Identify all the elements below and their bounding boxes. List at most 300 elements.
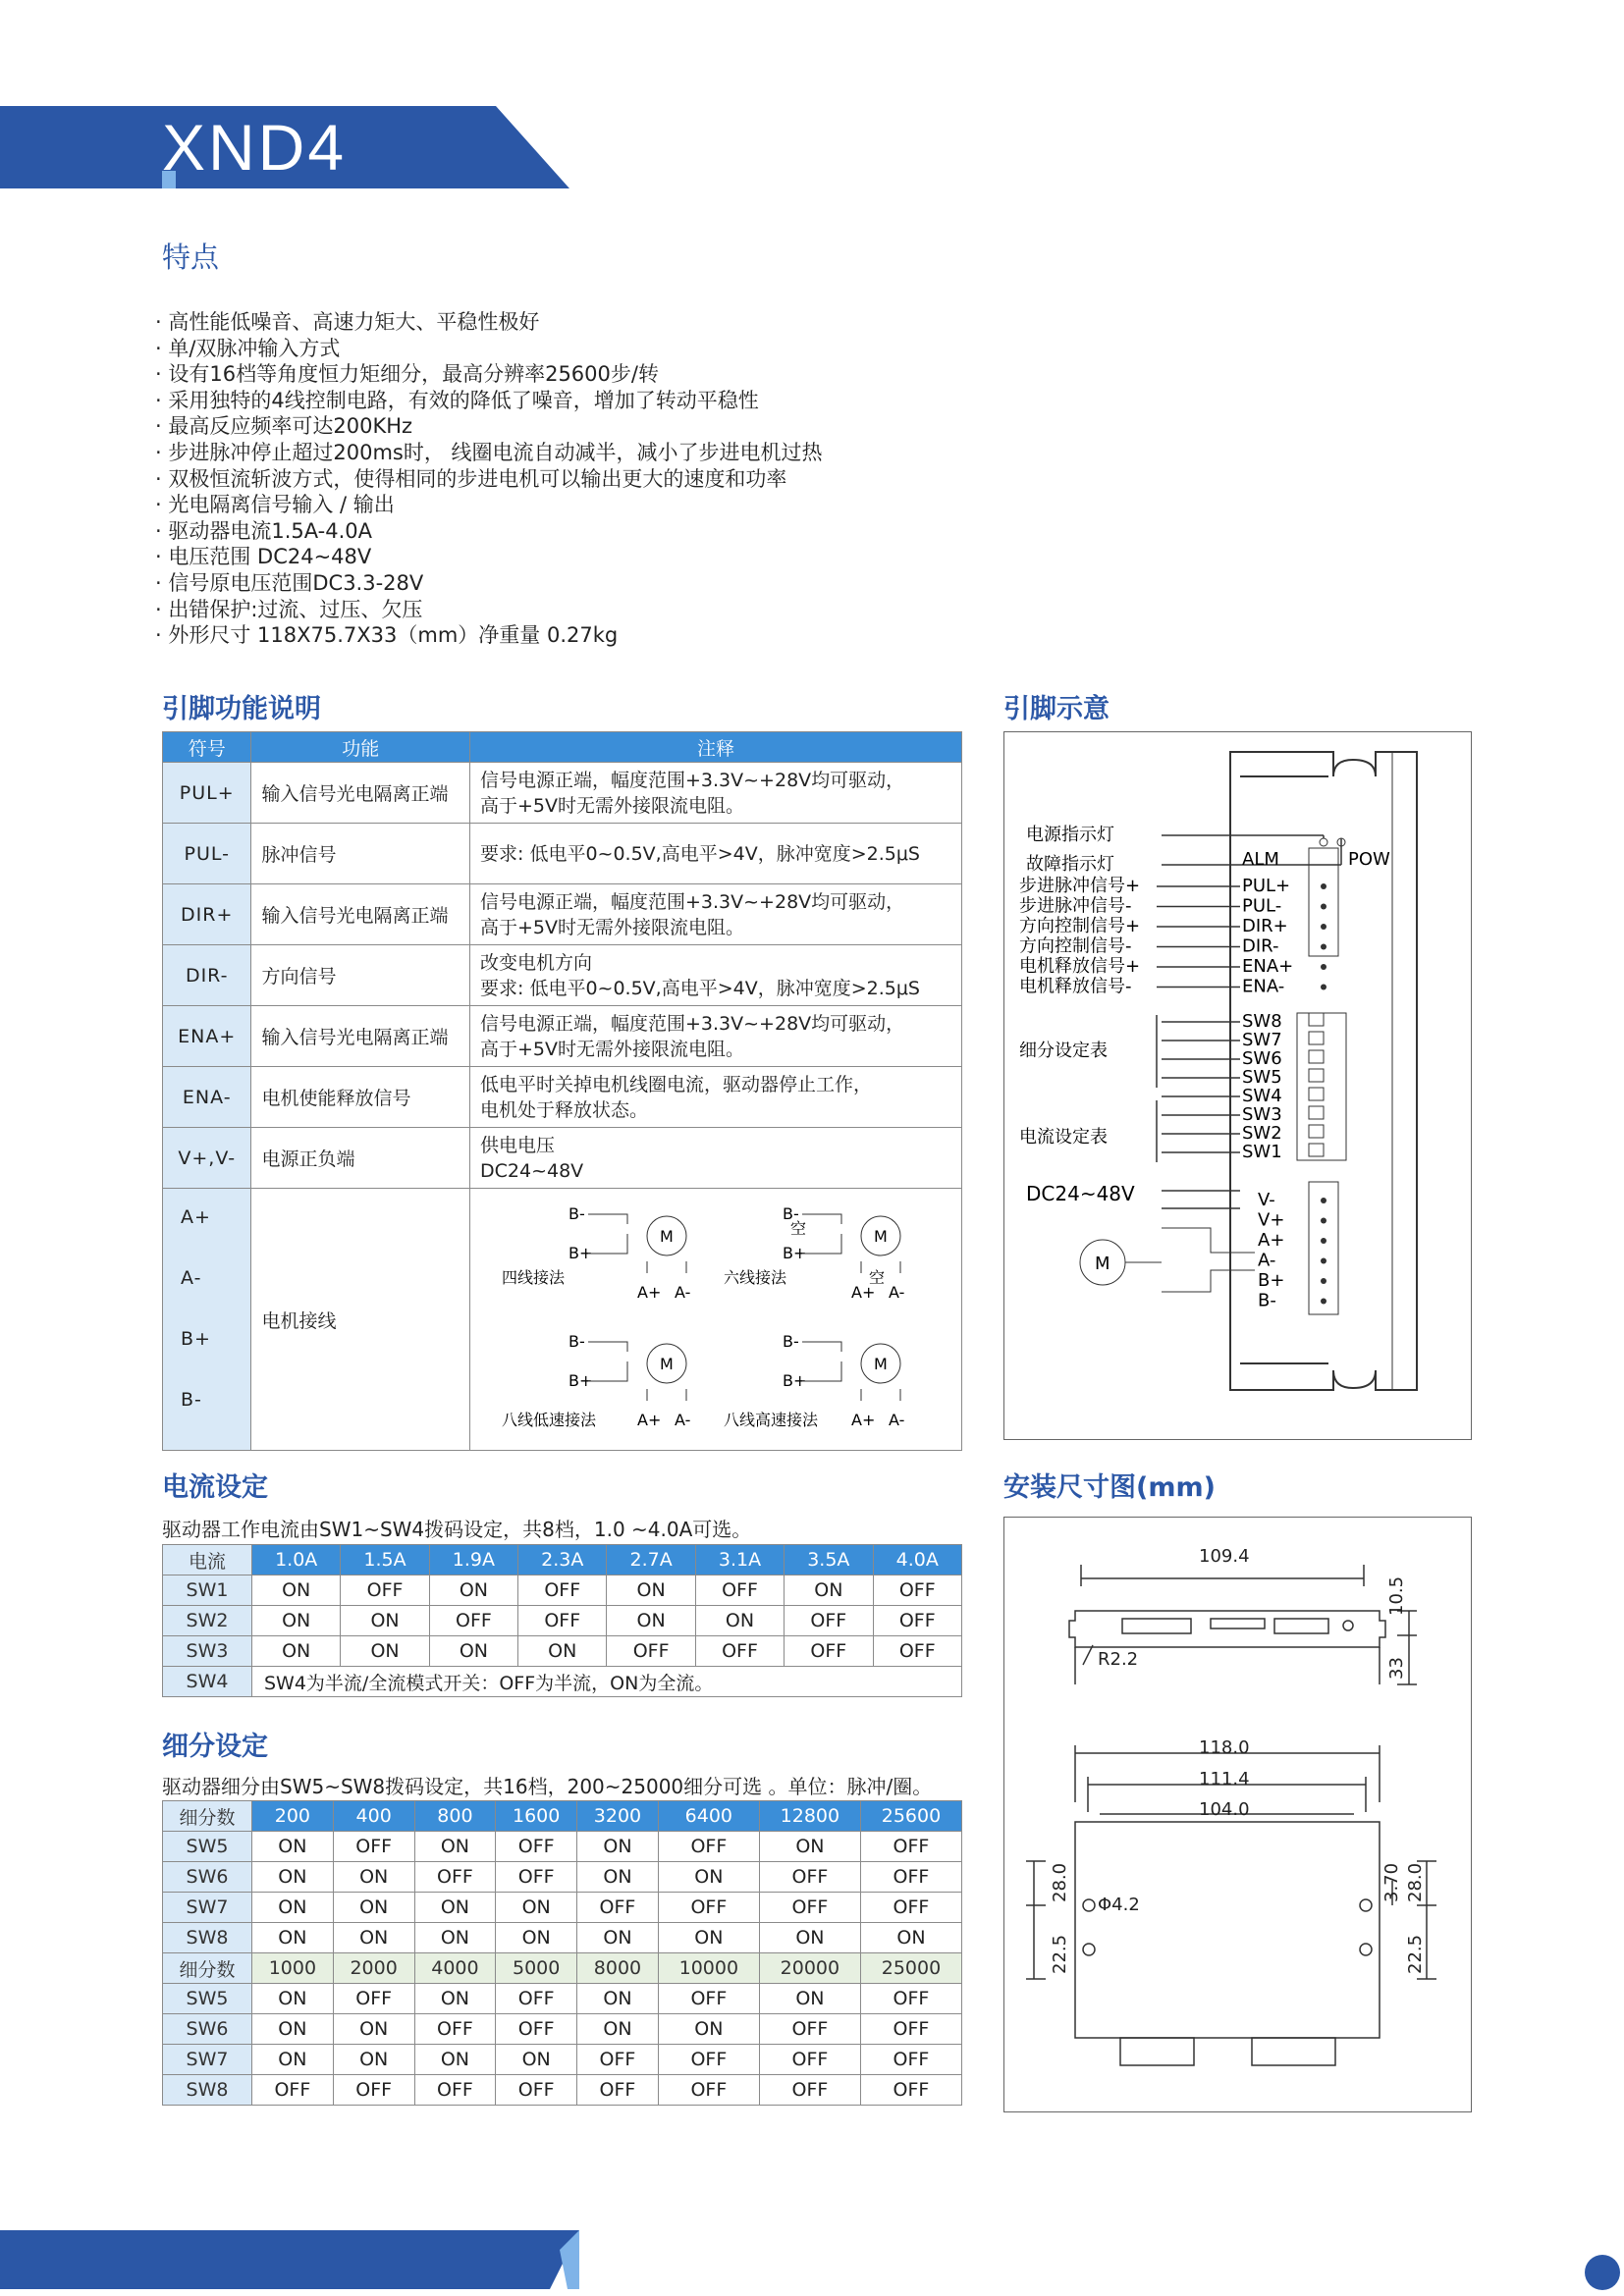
footer-dot <box>1581 2253 1624 2292</box>
microstep-value: 2000 <box>333 1953 414 1984</box>
switch-state: ON <box>759 1984 860 2014</box>
current-value: 3.1A <box>695 1545 784 1575</box>
switch-state: ON <box>607 1575 695 1606</box>
switch-state: OFF <box>860 2045 961 2075</box>
switch-name: SW6 <box>163 1862 252 1893</box>
pin-note <box>470 945 962 1006</box>
switch-state: ON <box>252 1984 334 2014</box>
led-fault-label: 故障指示灯 <box>1026 854 1114 875</box>
switch-state: ON <box>341 1606 429 1636</box>
switch-label: SW6 <box>1242 1048 1282 1069</box>
dim-top-h2: 33 <box>1386 1657 1407 1680</box>
switch-state: ON <box>333 2014 414 2045</box>
microstep-value: 1600 <box>496 1801 577 1832</box>
pin-function: 输入信号光电隔离正端 <box>251 1006 470 1067</box>
wire-label-b-plus: B+ <box>783 1370 807 1390</box>
power-pin-label: B- <box>1258 1290 1276 1311</box>
feature-item: · 光电隔离信号输入 / 输出 <box>155 492 823 518</box>
table-row <box>163 824 962 884</box>
switch-state: OFF <box>341 1575 429 1606</box>
switch-state: ON <box>496 1893 577 1923</box>
switch-state: ON <box>785 1575 873 1606</box>
dim-left-28: 28.0 <box>1050 1862 1070 1902</box>
table-row <box>163 1893 962 1923</box>
features-title: 特点 <box>162 240 220 274</box>
signal-label: 步进脉冲信号- <box>1019 895 1132 917</box>
table-row <box>163 2045 962 2075</box>
switch-label: SW7 <box>1242 1030 1282 1050</box>
signal-pin: ENA+ <box>1242 956 1294 977</box>
microstep-value: 200 <box>252 1801 334 1832</box>
switch-state: OFF <box>658 1984 759 2014</box>
pin-note-line1: 信号电源正端，幅度范围+3.3V~+28V均可驱动， <box>480 1012 905 1035</box>
switch-state: ON <box>577 1984 659 2014</box>
wire-label-b-plus: B+ <box>568 1243 593 1262</box>
wiring-name: 六线接法 <box>724 1267 787 1287</box>
switch-state: OFF <box>518 1606 607 1636</box>
current-value: 2.7A <box>607 1545 695 1575</box>
switch-state: ON <box>252 1606 341 1636</box>
pin-diagram <box>1004 732 1471 1439</box>
switch-label: SW4 <box>1242 1086 1282 1106</box>
switch-state: ON <box>518 1636 607 1667</box>
wiring-name: 四线接法 <box>502 1267 566 1287</box>
switch-state: ON <box>252 1862 334 1893</box>
power-pin-label: A+ <box>1258 1230 1285 1251</box>
table-row <box>163 1667 962 1697</box>
switch-state: ON <box>496 2045 577 2075</box>
switch-state: OFF <box>518 1575 607 1606</box>
wire-label-b-minus: B- <box>783 1331 799 1351</box>
switch-state: ON <box>333 2045 414 2075</box>
microstep-value: 1000 <box>252 1953 334 1984</box>
current-value: 1.9A <box>429 1545 517 1575</box>
table-row <box>163 1832 962 1862</box>
switch-state: ON <box>860 1923 961 1953</box>
switch-state: OFF <box>607 1636 695 1667</box>
pin-note-line2: 高于+5V时无需外接限流电阻。 <box>480 1038 745 1060</box>
pin-table-title: 引脚功能说明 <box>162 694 321 724</box>
wiring-name: 八线高速接法 <box>724 1410 819 1429</box>
wire-label-a-plus: A+ <box>637 1282 662 1302</box>
microstep-value: 20000 <box>759 1953 860 1984</box>
switch-name: SW2 <box>163 1606 252 1636</box>
switch-state: ON <box>252 2014 334 2045</box>
pin-function: 输入信号光电隔离正端 <box>251 884 470 945</box>
current-value: 3.5A <box>785 1545 873 1575</box>
pin-note-line2: DC24~48V <box>480 1159 584 1182</box>
switch-state: ON <box>252 2045 334 2075</box>
pin-symbol: ENA+ <box>163 1006 251 1067</box>
power-pin-label: B+ <box>1258 1270 1285 1291</box>
switch-state: OFF <box>759 1862 860 1893</box>
signal-label: 方向控制信号+ <box>1019 916 1141 936</box>
switch-name: SW6 <box>163 2014 252 2045</box>
wire-label-a-plus: A+ <box>637 1410 662 1429</box>
switch-state: ON <box>333 1862 414 1893</box>
wire-label-b-plus: B+ <box>783 1243 807 1262</box>
microstep-value: 5000 <box>496 1953 577 1984</box>
microstep-value: 6400 <box>658 1801 759 1832</box>
microstep-table <box>162 1800 962 2106</box>
pin-symbol: V+,V- <box>163 1128 251 1189</box>
table-row <box>163 1067 962 1128</box>
features-list <box>155 309 823 649</box>
pin-symbol: DIR+ <box>163 884 251 945</box>
current-value: 1.5A <box>341 1545 429 1575</box>
switch-name: SW7 <box>163 1893 252 1923</box>
signal-label: 方向控制信号- <box>1019 935 1132 957</box>
switch-name: SW5 <box>163 1832 252 1862</box>
feature-item: · 出错保护:过流、过压、欠压 <box>155 597 823 623</box>
switch-state: OFF <box>658 1893 759 1923</box>
signal-label: 电机释放信号+ <box>1019 956 1141 977</box>
dim-right-22: 22.5 <box>1405 1934 1426 1974</box>
pin-note-line2: 要求: 低电平0~0.5V,高电平>4V，脉冲宽度>2.5μS <box>480 977 920 999</box>
feature-item: · 最高反应频率可达200KHz <box>155 413 823 440</box>
switch-state: OFF <box>414 1862 496 1893</box>
switch-state: ON <box>658 2014 759 2045</box>
feature-item: · 外形尺寸 118X75.7X33（mm）净重量 0.27kg <box>155 622 823 649</box>
switch-state: OFF <box>496 2075 577 2106</box>
switch-state: OFF <box>658 2045 759 2075</box>
pin-function-table <box>162 731 962 1451</box>
switch-state: OFF <box>860 1862 961 1893</box>
power-pin-label: A- <box>1258 1250 1276 1271</box>
switch-state: OFF <box>860 1893 961 1923</box>
microstep-title: 细分设定 <box>162 1732 268 1762</box>
switch-state: ON <box>496 1923 577 1953</box>
motor-symbol-icon: M <box>660 1354 674 1373</box>
pin-note <box>470 1067 962 1128</box>
switch-state: ON <box>252 1575 341 1606</box>
feature-item: · 双极恒流斩波方式，使得相同的步进电机可以输出更大的速度和功率 <box>155 466 823 493</box>
motor-symbol-icon: M <box>874 1226 888 1246</box>
switch-state: OFF <box>873 1636 961 1667</box>
wire-label-b-plus: B+ <box>568 1370 593 1390</box>
sw4-note: SW4为半流/全流模式开关：OFF为半流，ON为全流。 <box>252 1667 962 1697</box>
switch-state: ON <box>414 2045 496 2075</box>
switch-state: OFF <box>496 1832 577 1862</box>
wire-label-empty: 空 <box>790 1218 807 1238</box>
microstep-value: 4000 <box>414 1953 496 1984</box>
feature-item: · 驱动器电流1.5A-4.0A <box>155 518 823 545</box>
motor-wiring-diagrams <box>470 1189 962 1451</box>
switch-name: SW4 <box>163 1667 252 1697</box>
motor-symbol-icon: M <box>874 1354 888 1373</box>
signal-pin: PUL- <box>1242 895 1282 917</box>
pin-note <box>470 1128 962 1189</box>
pin-diagram-box <box>1003 731 1472 1440</box>
switch-state: ON <box>341 1636 429 1667</box>
dim-left-22: 22.5 <box>1050 1934 1070 1974</box>
switch-state: ON <box>414 1984 496 2014</box>
pin-function: 脉冲信号 <box>251 824 470 884</box>
switch-state: ON <box>607 1606 695 1636</box>
switch-state: ON <box>695 1606 784 1636</box>
pin-note <box>470 884 962 945</box>
power-voltage-label: DC24~48V <box>1026 1182 1135 1205</box>
feature-item: · 采用独特的4线控制电路，有效的降低了噪音，增加了转动平稳性 <box>155 388 823 414</box>
switch-label: SW5 <box>1242 1067 1282 1088</box>
col-header-note: 注释 <box>470 732 962 763</box>
wiring-drawings <box>470 1195 961 1440</box>
table-row <box>163 2075 962 2106</box>
pin-symbol: PUL- <box>163 824 251 884</box>
switch-state: OFF <box>759 2075 860 2106</box>
microstep-description: 驱动器细分由SW5~SW8拨码设定，共16档，200~25000细分可选 。单位：脉冲/圈。 <box>162 1775 933 1798</box>
switch-state: OFF <box>414 2014 496 2045</box>
wire-label-empty: 空 <box>869 1267 886 1287</box>
feature-item: · 信号原电压范围DC3.3-28V <box>155 570 823 597</box>
pin-symbol: DIR- <box>163 945 251 1006</box>
pin-note <box>470 1006 962 1067</box>
switch-state: OFF <box>785 1606 873 1636</box>
switch-state: OFF <box>658 1832 759 1862</box>
wire-label-a-minus: A- <box>889 1410 905 1429</box>
wire-label-a-minus: A- <box>675 1282 691 1302</box>
dimensions-title: 安装尺寸图(mm) <box>1003 1472 1216 1503</box>
switch-label: SW2 <box>1242 1123 1282 1144</box>
pow-label: POW <box>1348 849 1390 870</box>
wire-label-b-minus: B- <box>568 1331 585 1351</box>
motor-pin: B- <box>181 1389 202 1411</box>
power-pin-label: V- <box>1258 1190 1275 1210</box>
switch-state: OFF <box>577 1893 659 1923</box>
switch-state: ON <box>759 1923 860 1953</box>
switch-state: ON <box>333 1893 414 1923</box>
switch-state: OFF <box>860 1832 961 1862</box>
microstep-value: 25000 <box>860 1953 961 1984</box>
switch-state: ON <box>577 1923 659 1953</box>
wiring-diagram <box>724 1204 904 1302</box>
switch-name: SW8 <box>163 2075 252 2106</box>
switch-state: ON <box>252 1636 341 1667</box>
switch-name: SW1 <box>163 1575 252 1606</box>
switch-state: OFF <box>759 2045 860 2075</box>
switch-state: OFF <box>333 2075 414 2106</box>
feature-item: · 单/双脉冲输入方式 <box>155 336 823 362</box>
motor-pin: A+ <box>181 1206 211 1228</box>
switch-state: ON <box>252 1923 334 1953</box>
wire-label-b-minus: B- <box>783 1203 799 1223</box>
motor-icon: M <box>1095 1254 1110 1274</box>
current-description: 驱动器工作电流由SW1~SW4拨码设定，共8档，1.0 ~4.0A可选。 <box>162 1518 752 1541</box>
dim-top-h1: 10.5 <box>1386 1575 1407 1616</box>
microstep-header-label: 细分数 <box>163 1953 252 1984</box>
switch-state: OFF <box>759 2014 860 2045</box>
dim-bottom-w3: 104.0 <box>1199 1799 1250 1820</box>
pin-function: 方向信号 <box>251 945 470 1006</box>
switch-state: OFF <box>658 2075 759 2106</box>
switch-state: OFF <box>496 1862 577 1893</box>
pin-note-line1: 供电电压 <box>480 1134 556 1156</box>
switch-state: OFF <box>414 2075 496 2106</box>
wire-label-a-minus: A- <box>889 1282 905 1302</box>
pin-diagram-title: 引脚示意 <box>1003 694 1110 724</box>
current-value: 1.0A <box>252 1545 341 1575</box>
table-row <box>163 1128 962 1189</box>
switch-state: OFF <box>496 2014 577 2045</box>
switch-state: ON <box>429 1575 517 1606</box>
switch-state: ON <box>577 1832 659 1862</box>
switch-state: OFF <box>759 1893 860 1923</box>
microstep-value: 3200 <box>577 1801 659 1832</box>
table-row <box>163 945 962 1006</box>
pin-symbol: ENA- <box>163 1067 251 1128</box>
dimension-drawing <box>1004 1518 1471 2111</box>
switch-state: ON <box>577 1862 659 1893</box>
switch-state: ON <box>252 1832 334 1862</box>
pin-function: 输入信号光电隔离正端 <box>251 763 470 824</box>
pin-symbol-motor <box>163 1189 251 1451</box>
pin-note <box>470 824 962 884</box>
pin-note-line2: 电机处于释放状态。 <box>480 1098 649 1121</box>
motor-pin: B+ <box>181 1328 211 1350</box>
motor-pin: A- <box>181 1267 202 1289</box>
switch-state: OFF <box>695 1575 784 1606</box>
col-header-function: 功能 <box>251 732 470 763</box>
switch-state: ON <box>658 1862 759 1893</box>
table-row-motor <box>163 1189 962 1451</box>
wiring-diagram <box>724 1332 904 1429</box>
current-table <box>162 1544 962 1697</box>
signal-label: 步进脉冲信号+ <box>1019 876 1141 896</box>
switch-state: OFF <box>860 1984 961 2014</box>
switch-name: SW5 <box>163 1984 252 2014</box>
microstep-table-label: 细分设定表 <box>1019 1041 1108 1061</box>
model-title: XND4 <box>162 111 348 184</box>
dim-bottom-w2: 111.4 <box>1199 1769 1250 1789</box>
switch-state: ON <box>414 1893 496 1923</box>
current-header-label: 电流 <box>163 1545 252 1575</box>
table-row <box>163 1636 962 1667</box>
table-row <box>163 1923 962 1953</box>
dimensions-box <box>1003 1517 1472 2112</box>
switch-state: OFF <box>860 2075 961 2106</box>
switch-name: SW8 <box>163 1923 252 1953</box>
signal-pin: PUL+ <box>1242 876 1291 896</box>
switch-state: OFF <box>873 1575 961 1606</box>
pin-function: 电源正负端 <box>251 1128 470 1189</box>
signal-pin: DIR+ <box>1242 916 1288 936</box>
feature-item: · 高性能低噪音、高速力矩大、平稳性极好 <box>155 309 823 336</box>
table-header-row <box>163 1953 962 1984</box>
switch-state: OFF <box>429 1606 517 1636</box>
microstep-header-label: 细分数 <box>163 1801 252 1832</box>
pin-note-line2: 高于+5V时无需外接限流电阻。 <box>480 916 745 938</box>
pin-note-line1: 信号电源正端，幅度范围+3.3V~+28V均可驱动， <box>480 890 905 913</box>
table-row <box>163 1606 962 1636</box>
switch-state: ON <box>333 1923 414 1953</box>
pin-function: 电机使能释放信号 <box>251 1067 470 1128</box>
microstep-value: 8000 <box>577 1953 659 1984</box>
table-row <box>163 2014 962 2045</box>
switch-label: SW8 <box>1242 1011 1282 1032</box>
wire-label-a-plus: A+ <box>851 1282 876 1302</box>
microstep-value: 400 <box>333 1801 414 1832</box>
footer-banner <box>0 2230 589 2289</box>
table-header-row <box>163 1801 962 1832</box>
wiring-diagram <box>502 1332 690 1429</box>
switch-state: ON <box>429 1636 517 1667</box>
switch-state: OFF <box>333 1832 414 1862</box>
switch-state: OFF <box>577 2075 659 2106</box>
table-row <box>163 763 962 824</box>
pin-note-line1: 低电平时关掉电机线圈电流，驱动器停止工作， <box>480 1073 873 1095</box>
table-row <box>163 1984 962 2014</box>
wire-label-b-minus: B- <box>568 1203 585 1223</box>
switch-state: ON <box>577 2014 659 2045</box>
dim-top-radius: R2.2 <box>1098 1649 1139 1670</box>
wiring-diagram <box>502 1204 690 1302</box>
table-row <box>163 1006 962 1067</box>
pin-note-line2: 高于+5V时无需外接限流电阻。 <box>480 794 745 817</box>
table-row <box>163 1862 962 1893</box>
signal-pin: DIR- <box>1242 935 1279 957</box>
current-title: 电流设定 <box>162 1472 268 1503</box>
switch-state: OFF <box>252 2075 334 2106</box>
current-value: 4.0A <box>873 1545 961 1575</box>
pin-note-line1: 要求: 低电平0~0.5V,高电平>4V，脉冲宽度>2.5μS <box>480 842 920 865</box>
microstep-value: 10000 <box>658 1953 759 1984</box>
switch-state: OFF <box>860 2014 961 2045</box>
switch-label: SW1 <box>1242 1142 1282 1162</box>
pin-symbol: PUL+ <box>163 763 251 824</box>
switch-state: ON <box>414 1923 496 1953</box>
dim-top-width: 109.4 <box>1199 1546 1250 1567</box>
switch-name: SW3 <box>163 1636 252 1667</box>
switch-state: OFF <box>577 2045 659 2075</box>
switch-name: SW7 <box>163 2045 252 2075</box>
switch-state: OFF <box>695 1636 784 1667</box>
current-value: 2.3A <box>518 1545 607 1575</box>
microstep-value: 25600 <box>860 1801 961 1832</box>
feature-item: · 电压范围 DC24~48V <box>155 544 823 570</box>
alm-label: ALM <box>1242 849 1279 870</box>
led-power-label: 电源指示灯 <box>1026 825 1114 845</box>
switch-state: OFF <box>333 1984 414 2014</box>
pin-note <box>470 763 962 824</box>
pin-note-line1: 信号电源正端，幅度范围+3.3V~+28V均可驱动， <box>480 769 905 791</box>
power-pin-label: V+ <box>1258 1209 1285 1231</box>
switch-state: OFF <box>785 1636 873 1667</box>
wiring-name: 八线低速接法 <box>502 1410 597 1429</box>
dim-hole: Φ4.2 <box>1098 1895 1140 1915</box>
signal-pin: ENA- <box>1242 976 1285 997</box>
switch-state: ON <box>658 1923 759 1953</box>
motor-function: 电机接线 <box>251 1189 470 1451</box>
table-row <box>163 1575 962 1606</box>
feature-item: · 步进脉冲停止超过200ms时， 线圈电流自动减半，减小了步进电机过热 <box>155 440 823 466</box>
table-header-row <box>163 1545 962 1575</box>
switch-state: ON <box>252 1893 334 1923</box>
motor-symbol-icon: M <box>660 1226 674 1246</box>
switch-state: ON <box>414 1832 496 1862</box>
pin-note-line1: 改变电机方向 <box>480 951 593 974</box>
wire-label-a-minus: A- <box>675 1410 691 1429</box>
dim-right-28: 28.0 <box>1405 1862 1426 1902</box>
dim-right-370: 3.70 <box>1381 1862 1402 1902</box>
signal-label: 电机释放信号- <box>1019 976 1132 997</box>
switch-state: OFF <box>873 1606 961 1636</box>
wire-label-a-plus: A+ <box>851 1410 876 1429</box>
microstep-value: 800 <box>414 1801 496 1832</box>
switch-state: OFF <box>496 1984 577 2014</box>
col-header-symbol: 符号 <box>163 732 251 763</box>
current-table-label: 电流设定表 <box>1019 1127 1108 1148</box>
table-row <box>163 884 962 945</box>
